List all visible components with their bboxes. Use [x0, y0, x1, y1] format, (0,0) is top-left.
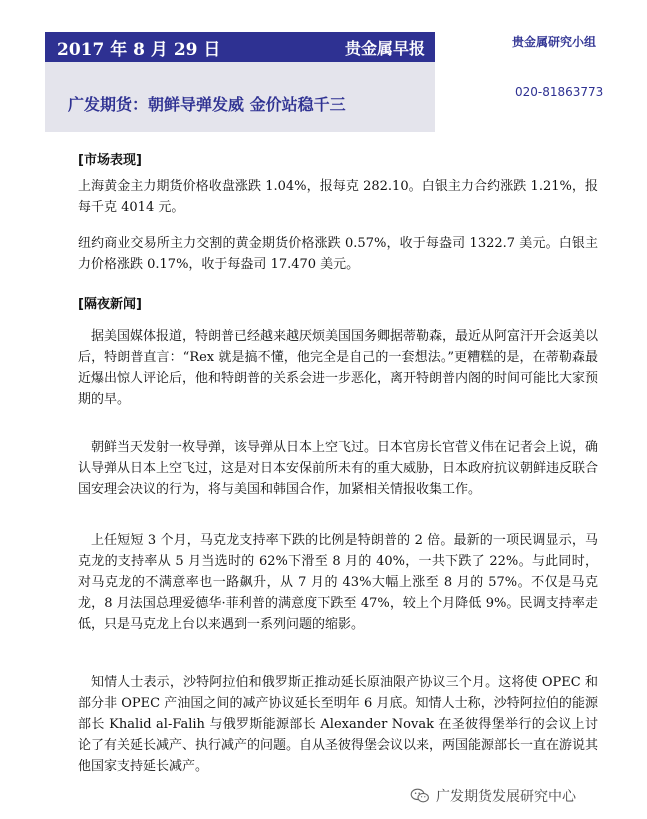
- market-paragraph-1: 上海黄金主力期货价格收盘涨跌 1.04%，报每克 282.10。白银主力合约涨跌 1.21%，报每千克 4014 元。: [78, 179, 598, 215]
- header-bar: [45, 32, 435, 62]
- market-paragraph-2: 纽约商业交易所主力交割的黄金期货价格涨跌 0.57%，收于每盎司 1322.7 美元。白银主力价格涨跌 0.17%，收于每盎司 17.470 美元。: [78, 236, 598, 272]
- contact-phone: 020-81863773: [515, 85, 604, 99]
- watermark-text: 广发期货发展研究中心: [436, 789, 576, 805]
- report-headline: 广发期货：朝鲜导弹发威 金价站稳千三: [68, 95, 346, 114]
- footer-watermark: [410, 786, 576, 806]
- news-section-title: [隔夜新闻]: [78, 297, 142, 312]
- news-paragraph-1: 据美国媒体报道，特朗普已经越来越厌烦美国国务卿据蒂勒森，最近从阿富汗开会返美以后，特朗普直言：“Rex 就是搞不懂，他完全是自己的一套想法。”更糟糕的是，在蒂勒森最近爆出惊人评论后，他和特朗普的关系会进一步恶化，离开特朗普内阁的时间可能比大家预期的早。: [78, 329, 599, 407]
- market-section-title: [市场表现]: [78, 153, 142, 168]
- wechat-icon: [410, 788, 430, 804]
- news-paragraph-4: 知情人士表示，沙特阿拉伯和俄罗斯正推动延长原油限产协议三个月。这将使 OPEC 和部分非 OPEC 产油国之间的减产协议延长至明年 6 月底。知情人士称，沙特阿拉伯的能源部长 Khalid al-Falih 与俄罗斯能源部长 Alexander Novak 在圣彼得堡举行的会议上讨论了有关延长减产、执行减产的问题。自从圣彼得堡会议以来，两国能源部长一直在游说其他国家支持延长减产。: [78, 675, 599, 774]
- news-paragraph-3: 上任短短 3 个月，马克龙支持率下跌的比例是特朗普的 2 倍。最新的一项民调显示，马克龙的支持率从 5 月当选时的 62%下滑至 8 月的 40%，一共下跌了 22%。与此同时，对马克龙的不满意率也一路飙升，从 7 月的 43%大幅上涨至 8 月的 57%。不仅是马克龙，8 月法国总理爱德华·菲利普的满意度下跌至 47%，较上个月降低 9%。民调支持率走低，只是马克龙上台以来遇到一系列问题的缩影。: [78, 533, 598, 632]
- news-paragraph-2: 朝鲜当天发射一枚导弹，该导弹从日本上空飞过。日本官房长官菅义伟在记者会上说，确认导弹从日本上空飞过，这是对日本安保前所未有的重大威胁，日本政府抗议朝鲜违反联合国安理会决议的行为，将与美国和韩国合作，加紧相关情报收集工作。: [78, 440, 599, 497]
- report-type: 贵金属早报: [344, 38, 425, 58]
- report-date: 2017 年 8 月 29 日: [57, 39, 221, 60]
- research-group: 贵金属研究小组: [512, 35, 597, 49]
